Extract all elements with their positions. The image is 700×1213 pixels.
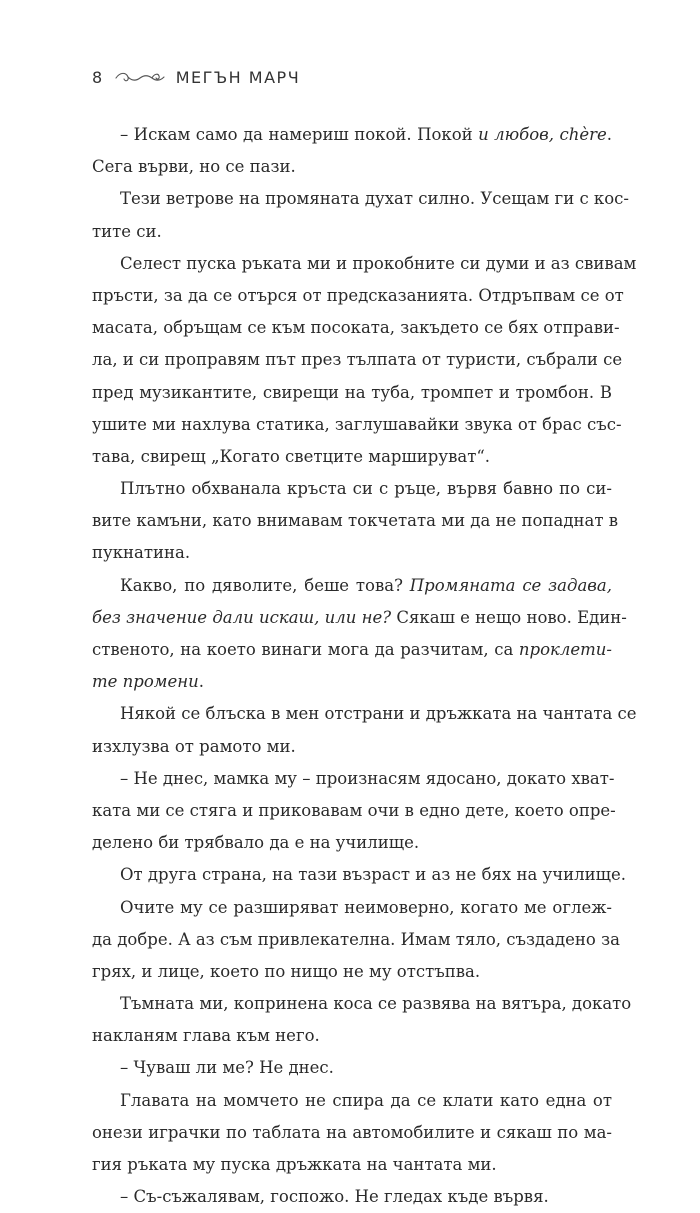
text-line [92, 1181, 612, 1213]
text-line [92, 859, 626, 891]
text-line [92, 409, 622, 441]
text-span: Тези ветрове на промяната духат силно. Усещам ги с кос- [120, 189, 629, 209]
text-span: Плътно обхванала кръста си с ръце, вървя бавно по си- [120, 479, 612, 499]
text-line [92, 119, 612, 151]
text-span: . [606, 125, 612, 144]
text-span: – Чуваш ли ме? Не днес. [120, 1058, 334, 1078]
text-line [92, 698, 637, 730]
text-line [92, 956, 612, 988]
text-line [92, 666, 612, 698]
text-line [92, 1085, 612, 1117]
text-line [92, 1020, 612, 1052]
text-line [92, 505, 618, 537]
text-span: – Не днес, мамка му – произнасям ядосано, докато хват- [120, 768, 615, 788]
text-span: масата, обръщам се към посоката, закъдето се бях отправи- [92, 318, 620, 338]
text-span: да добре. А аз съм привлекателна. Имам тяло, създадено за [92, 929, 620, 949]
text-span: пукнатина. [92, 543, 191, 563]
text-line [92, 248, 637, 280]
text-line [92, 312, 620, 344]
text-line [92, 183, 629, 215]
text-span: делено би трябвало да е на училище. [92, 833, 420, 853]
text-span: – Съ-съжалявам, госпожо. Не гледах къде вървя. [120, 1187, 549, 1207]
text-line [92, 151, 612, 183]
text-line [92, 441, 612, 473]
body-text [92, 119, 637, 1213]
text-span: грях, и лице, което по нищо не му отстъпва. [92, 961, 481, 981]
italic-text: и любов, chère [478, 125, 607, 144]
author-name: МЕГЪН МАРЧ [175, 68, 301, 87]
text-span: . [198, 672, 204, 692]
text-span: тава, свирещ „Когато светците маршируват“. [92, 446, 491, 466]
text-span: ката ми се стяга и приковавам очи в едно дете, което опре- [92, 800, 616, 820]
text-line [92, 216, 612, 248]
text-line [92, 377, 612, 409]
text-span: изхлузва от рамото ми. [92, 736, 296, 756]
text-span: От друга страна, на тази възраст и аз не бях на училище. [120, 865, 626, 885]
text-span: накланям глава към него. [92, 1026, 320, 1046]
text-span: вите камъни, като внимавам токчетата ми да не попаднат в [92, 511, 618, 531]
text-span: Сега върви, но се пази. [92, 157, 296, 177]
text-span: ушите ми нахлува статика, заглушавайки звука от брас със- [92, 414, 622, 434]
text-line [92, 1052, 612, 1084]
text-span: Сякаш е нещо ново. Един- [391, 607, 627, 627]
text-line [92, 827, 612, 859]
italic-text: проклети- [518, 640, 612, 659]
text-span: Селест пуска ръката ми и прокобните си думи и аз свивам [120, 253, 637, 273]
text-line [92, 731, 612, 763]
text-span: ственото, на което винаги мога да разчитам, са [92, 640, 519, 659]
text-span: Очите му се разширяват неимоверно, когато ме оглеж- [120, 897, 612, 917]
text-line [92, 892, 612, 924]
running-header [92, 68, 300, 87]
text-line [92, 924, 620, 956]
text-line [92, 473, 612, 505]
text-span: Какво, по дяволите, беше това? [120, 575, 410, 595]
text-span: ла, и си проправям път през тълпата от туристи, събрали се [92, 350, 623, 370]
text-span: Тъмната ми, копринена коса се развява на вятъра, докато [120, 994, 632, 1014]
italic-text: без значение дали искаш, или не? [92, 607, 392, 627]
text-span: Главата на момчето не спира да се клати като една от [120, 1090, 612, 1110]
page-number: 8 [92, 68, 104, 87]
text-line [92, 602, 627, 634]
italic-text: те промени [92, 672, 199, 692]
text-line [92, 570, 612, 602]
text-line [92, 1149, 612, 1181]
text-span: пред музикантите, свирещи на туба, тромпет и тромбон. В [92, 382, 612, 402]
text-span: тите си. [92, 221, 162, 241]
decorative-swirl-icon [114, 71, 166, 85]
text-span: Някой се блъска в мен отстрани и дръжката на чантата се [120, 704, 637, 724]
text-line [92, 537, 612, 569]
italic-text: Промяната се задава, [409, 575, 612, 595]
text-span: онези играчки по таблата на автомобилите и сякаш по ма- [92, 1122, 612, 1142]
text-span: пръсти, за да се отърся от предсказанията. Отдръпвам се от [92, 285, 624, 305]
text-line [92, 1117, 612, 1149]
text-line [92, 280, 624, 312]
text-line [92, 344, 623, 376]
text-line [92, 763, 615, 795]
text-span: – Искам само да намериш покой. Покой [120, 125, 479, 144]
text-span: гия ръката му пуска дръжката на чантата ми. [92, 1155, 497, 1174]
text-line [92, 795, 616, 827]
text-line [92, 634, 612, 666]
text-line [92, 988, 632, 1020]
